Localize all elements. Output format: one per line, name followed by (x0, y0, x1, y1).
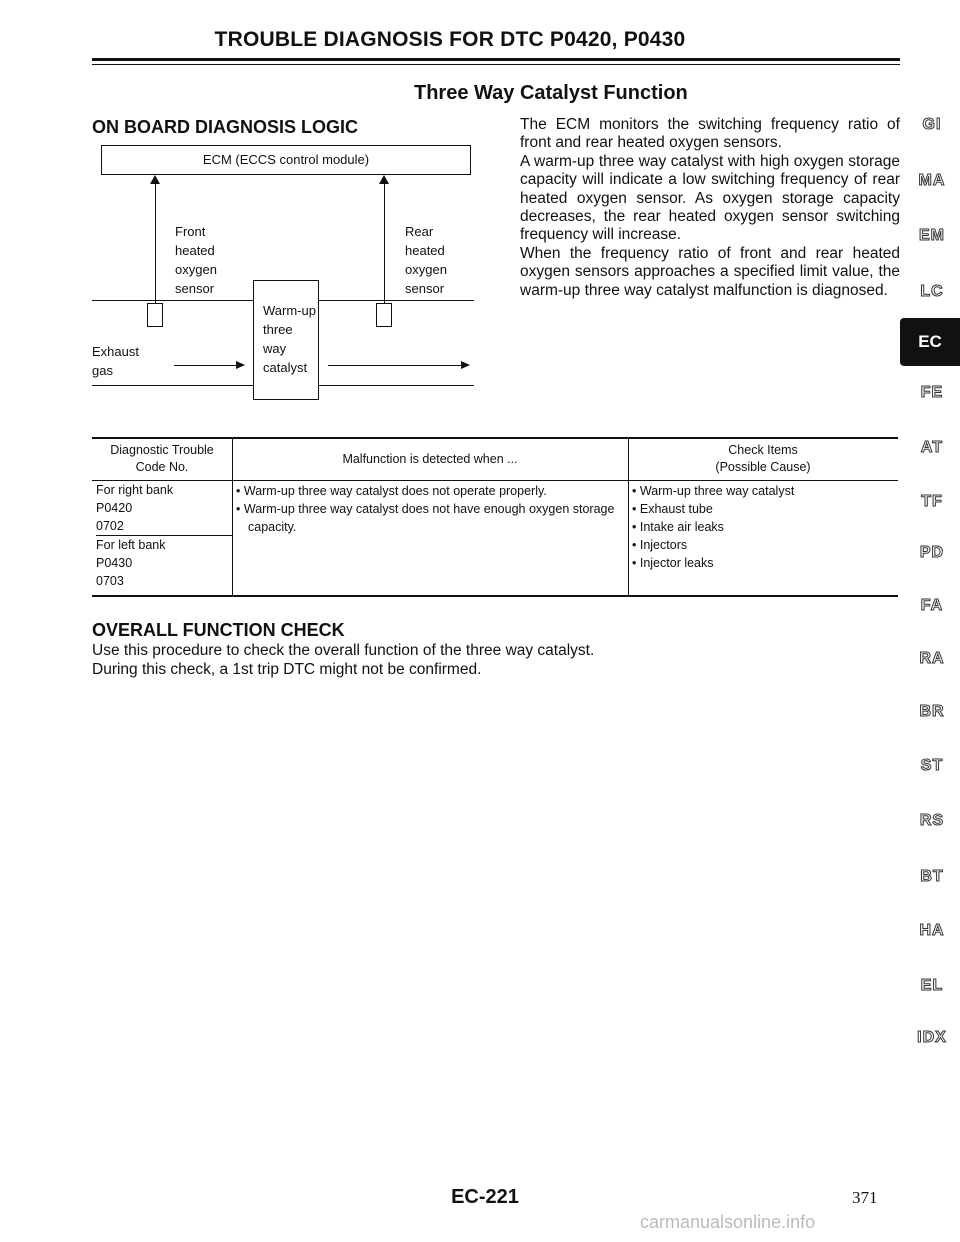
list-item-text: Injectors (639, 538, 688, 552)
label-line: oxygen (175, 262, 217, 277)
label-line: Warm-up (263, 303, 316, 318)
rear-sensor-label (405, 222, 447, 298)
arrow-right-icon (236, 361, 245, 369)
pipe-top-left (92, 300, 253, 301)
list-item-text: Warm-up three way catalyst does not operate properly. (243, 484, 547, 498)
dtc-line: For right bank (96, 483, 174, 497)
front-sensor-wire (155, 183, 156, 315)
table-row (92, 481, 898, 592)
list-item: • Injectors (632, 538, 688, 552)
table-header-row (92, 438, 898, 481)
label-line: catalyst (263, 360, 308, 375)
page-title: TROUBLE DIAGNOSIS FOR DTC P0420, P0430 (214, 28, 686, 51)
rear-sensor-icon (376, 303, 392, 327)
ecm-box: ECM (ECCS control module) (101, 145, 471, 175)
paragraph: During this check, a 1st trip DTC might not be confirmed. (92, 660, 482, 678)
header-check-items (628, 438, 898, 481)
label-line: way (263, 341, 287, 356)
list-item: • Warm-up three way catalyst does not operate properly. (236, 484, 547, 498)
header-line: (Possible Cause) (715, 460, 811, 474)
pipe-top-right (319, 300, 474, 301)
header-line: Code No. (135, 460, 189, 474)
front-sensor-icon (147, 303, 163, 327)
desc-para-1: The ECM monitors the switching frequency ratio of front and rear heated oxygen sensors. (520, 116, 900, 152)
side-nav-item-tf[interactable]: TF (921, 493, 943, 510)
header-line: Check Items (728, 443, 798, 457)
title-rule-thin (92, 64, 900, 65)
side-nav-item-gi[interactable]: GI (922, 116, 942, 133)
obd-logic-heading: ON BOARD DIAGNOSIS LOGIC (92, 117, 359, 137)
side-nav-item-idx[interactable]: IDX (917, 1029, 947, 1046)
list-item: • Intake air leaks (632, 520, 724, 534)
label-line: sensor (175, 281, 215, 296)
dtc-line: For left bank (96, 538, 166, 552)
side-nav-item-ra[interactable]: RA (919, 650, 945, 667)
label-line: three (263, 322, 293, 337)
label-line: sensor (405, 281, 445, 296)
exhaust-label (92, 342, 139, 380)
arrow-up-icon (379, 175, 389, 184)
footer-page-code: EC-221 (451, 1186, 519, 1208)
side-nav-item-fa[interactable]: FA (920, 597, 944, 614)
side-nav-item-pd[interactable]: PD (919, 544, 945, 561)
header-malfunction: Malfunction is detected when ... (232, 438, 628, 481)
overall-check-text (92, 642, 712, 679)
check-items-cell (628, 481, 898, 592)
list-item-text: Injector leaks (639, 556, 714, 570)
side-nav-item-fe[interactable]: FE (920, 384, 944, 401)
dtc-line: 0702 (96, 517, 232, 536)
side-nav-item-ha[interactable]: HA (919, 922, 945, 939)
header-dtc (92, 438, 232, 481)
dtc-line: 0703 (96, 574, 124, 588)
header-line: Diagnostic Trouble (110, 443, 214, 457)
arrow-up-icon (150, 175, 160, 184)
page-number: 371 (852, 1188, 878, 1207)
list-item: • Warm-up three way catalyst does not have enough oxygen storage capacity. (236, 502, 615, 534)
list-item-text: Warm-up three way catalyst does not have enough oxygen storage capacity. (243, 502, 615, 534)
catalyst-label (263, 301, 316, 377)
list-item-text: Intake air leaks (639, 520, 724, 534)
label-line: gas (92, 363, 113, 378)
list-item: • Injector leaks (632, 556, 714, 570)
side-nav-item-em[interactable]: EM (919, 227, 945, 244)
label-line: heated (175, 243, 215, 258)
flow-line-out (328, 365, 461, 366)
label-line: oxygen (405, 262, 447, 277)
side-nav-item-lc[interactable]: LC (920, 283, 944, 300)
dtc-table (92, 438, 898, 591)
dtc-line: P0430 (96, 556, 133, 570)
side-nav-item-el[interactable]: EL (920, 977, 944, 994)
dtc-codes-cell (92, 481, 232, 592)
arrow-right-icon (461, 361, 470, 369)
side-nav-item-bt[interactable]: BT (920, 868, 944, 885)
side-nav-item-ec[interactable]: EC (900, 318, 960, 366)
section-title: Three Way Catalyst Function (414, 82, 688, 104)
list-item-text: Warm-up three way catalyst (639, 484, 795, 498)
overall-check-heading: OVERALL FUNCTION CHECK (92, 620, 345, 640)
desc-para-3: When the frequency ratio of front and rear heated oxygen sensors approaches a specified limit value, the warm-up three way catalyst malfunction is diagnosed. (520, 244, 900, 299)
label-line: heated (405, 243, 445, 258)
label-line: Rear (405, 224, 434, 239)
label-line: Front (175, 224, 206, 239)
rear-sensor-wire (384, 183, 385, 315)
list-item-text: Exhaust tube (639, 502, 713, 516)
desc-para-2: A warm-up three way catalyst with high oxygen storage capacity will indicate a low switching frequency of rear heated oxygen sensor. As oxygen storage capacity decreases, the rear heated oxygen sensor switching frequency will increase. (520, 152, 900, 244)
malfunction-cell (232, 481, 628, 592)
side-nav-item-rs[interactable]: RS (919, 812, 945, 829)
pipe-bottom-right (319, 385, 474, 386)
side-nav-item-st[interactable]: ST (920, 757, 944, 774)
label-line: Exhaust (92, 344, 139, 359)
list-item: • Warm-up three way catalyst (632, 484, 795, 498)
flow-line-in (174, 365, 236, 366)
side-nav-item-ma[interactable]: MA (918, 172, 946, 189)
dtc-line: P0420 (96, 501, 133, 515)
side-nav-item-at[interactable]: AT (920, 439, 944, 456)
list-item: • Exhaust tube (632, 502, 713, 516)
pipe-bottom-left (92, 385, 253, 386)
table-bottom-rule (92, 595, 898, 597)
obd-description (520, 116, 900, 300)
watermark: carmanualsonline.info (640, 1212, 816, 1232)
side-nav-item-br[interactable]: BR (919, 703, 945, 720)
paragraph: Use this procedure to check the overall function of the three way catalyst. (92, 642, 595, 659)
front-sensor-label (175, 222, 217, 298)
title-rule (92, 58, 900, 61)
